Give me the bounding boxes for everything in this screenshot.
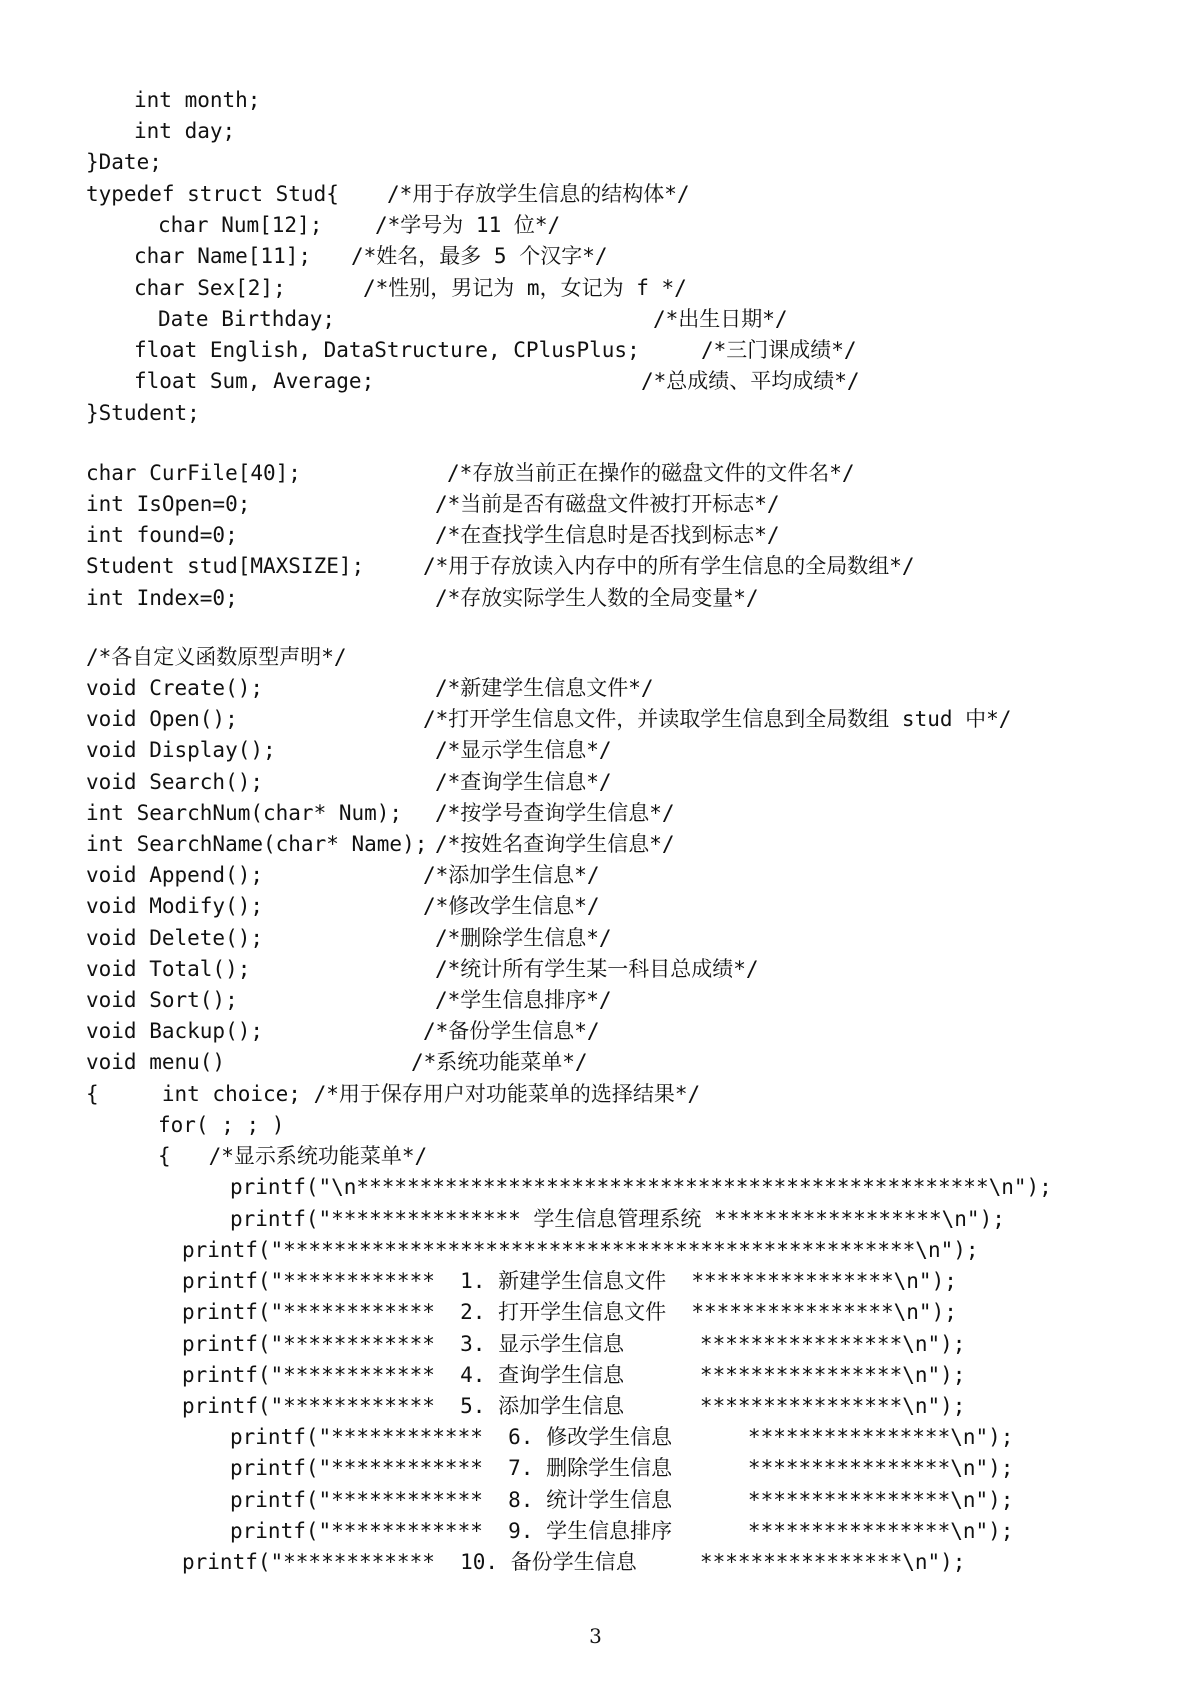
code-line: printf("*************** 学生信息管理系统 ******************\n"); bbox=[230, 1207, 1005, 1231]
code-line: printf("************ 6. 修改学生信息 ****************\n"); bbox=[230, 1425, 1014, 1449]
code-comment: /*打开学生信息文件，并读取学生信息到全局数组 stud 中*/ bbox=[423, 707, 1012, 731]
code-line: int IsOpen=0; bbox=[86, 492, 251, 516]
code-comment: /*存放实际学生人数的全局变量*/ bbox=[435, 586, 759, 610]
code-comment: /*查询学生信息*/ bbox=[435, 770, 612, 794]
code-line: Student stud[MAXSIZE]; bbox=[86, 554, 365, 578]
code-line: char Sex[2]; bbox=[134, 276, 286, 300]
code-line: void Sort(); bbox=[86, 988, 238, 1012]
code-comment: /*显示学生信息*/ bbox=[435, 738, 612, 762]
code-comment: /*备份学生信息*/ bbox=[423, 1019, 600, 1043]
code-comment: /*用于存放学生信息的结构体*/ bbox=[387, 182, 690, 206]
code-line: float Sum, Average; bbox=[134, 369, 375, 393]
code-line: int Index=0; bbox=[86, 586, 238, 610]
code-comment: /*按姓名查询学生信息*/ bbox=[435, 832, 675, 856]
code-comment: /*系统功能菜单*/ bbox=[411, 1050, 588, 1074]
code-line: }Student; bbox=[86, 401, 200, 425]
code-line: void Append(); bbox=[86, 863, 264, 887]
code-line: printf("**************************************************\n"); bbox=[182, 1238, 979, 1262]
code-line: char Num[12]; bbox=[158, 213, 323, 237]
code-line: int day; bbox=[134, 119, 236, 143]
code-comment: /*删除学生信息*/ bbox=[435, 926, 612, 950]
code-line: { int choice; /*用于保存用户对功能菜单的选择结果*/ bbox=[86, 1082, 701, 1106]
code-comment: /*出生日期*/ bbox=[653, 307, 788, 331]
code-line: void Modify(); bbox=[86, 894, 264, 918]
code-line: for( ; ; ) bbox=[158, 1113, 285, 1137]
code-comment: /*在查找学生信息时是否找到标志*/ bbox=[435, 523, 780, 547]
code-line: char CurFile[40]; bbox=[86, 461, 301, 485]
code-comment: /*当前是否有磁盘文件被打开标志*/ bbox=[435, 492, 780, 516]
code-comment: /*学号为 11 位*/ bbox=[375, 213, 561, 237]
code-line: printf("************ 2. 打开学生信息文件 ****************\n"); bbox=[182, 1300, 957, 1324]
code-line: void Delete(); bbox=[86, 926, 264, 950]
code-comment: /*统计所有学生某一科目总成绩*/ bbox=[435, 957, 759, 981]
code-comment: /*添加学生信息*/ bbox=[423, 863, 600, 887]
code-line: void menu() bbox=[86, 1050, 226, 1074]
code-line: typedef struct Stud{ bbox=[86, 182, 339, 206]
code-comment: /*用于存放读入内存中的所有学生信息的全局数组*/ bbox=[423, 554, 915, 578]
code-line: void Open(); bbox=[86, 707, 238, 731]
code-line: Date Birthday; bbox=[158, 307, 336, 331]
code-line: printf("************ 9. 学生信息排序 ****************\n"); bbox=[230, 1519, 1014, 1543]
code-line: void Search(); bbox=[86, 770, 264, 794]
code-line: void Create(); bbox=[86, 676, 264, 700]
code-comment: /*学生信息排序*/ bbox=[435, 988, 612, 1012]
code-line: int SearchName(char* Name); bbox=[86, 832, 428, 856]
code-line: printf("************ 8. 统计学生信息 ****************\n"); bbox=[230, 1488, 1014, 1512]
code-comment: /*按学号查询学生信息*/ bbox=[435, 801, 675, 825]
code-line: char Name[11]; bbox=[134, 244, 312, 268]
code-line: }Date; bbox=[86, 150, 162, 174]
code-line: printf("************ 4. 查询学生信息 ****************\n"); bbox=[182, 1363, 966, 1387]
code-line: void Display(); bbox=[86, 738, 276, 762]
code-comment: /*总成绩、平均成绩*/ bbox=[641, 369, 860, 393]
code-comment: /*新建学生信息文件*/ bbox=[435, 676, 654, 700]
code-line: int found=0; bbox=[86, 523, 238, 547]
code-comment: /*存放当前正在操作的磁盘文件的文件名*/ bbox=[447, 461, 855, 485]
code-line: int month; bbox=[134, 88, 261, 112]
code-line: printf("************ 10. 备份学生信息 ****************\n"); bbox=[182, 1550, 966, 1574]
code-line: printf("************ 1. 新建学生信息文件 ****************\n"); bbox=[182, 1269, 957, 1293]
code-comment: /*性别，男记为 m，女记为 f */ bbox=[363, 276, 687, 300]
page-number: 3 bbox=[589, 1624, 602, 1648]
code-comment: /*三门课成绩*/ bbox=[701, 338, 857, 362]
code-line: /*各自定义函数原型声明*/ bbox=[86, 645, 347, 669]
code-line: printf("************ 5. 添加学生信息 ****************\n"); bbox=[182, 1394, 966, 1418]
code-comment: /*修改学生信息*/ bbox=[423, 894, 600, 918]
code-line: { /*显示系统功能菜单*/ bbox=[158, 1144, 428, 1168]
code-line: float English, DataStructure, CPlusPlus; bbox=[134, 338, 640, 362]
code-line: int SearchNum(char* Num); bbox=[86, 801, 403, 825]
code-line: void Backup(); bbox=[86, 1019, 264, 1043]
code-comment: /*姓名，最多 5 个汉字*/ bbox=[351, 244, 608, 268]
code-line: printf("************ 3. 显示学生信息 ****************\n"); bbox=[182, 1332, 966, 1356]
code-line: printf("\n**************************************************\n"); bbox=[230, 1175, 1052, 1199]
code-line: void Total(); bbox=[86, 957, 251, 981]
code-line: printf("************ 7. 删除学生信息 ****************\n"); bbox=[230, 1456, 1014, 1480]
